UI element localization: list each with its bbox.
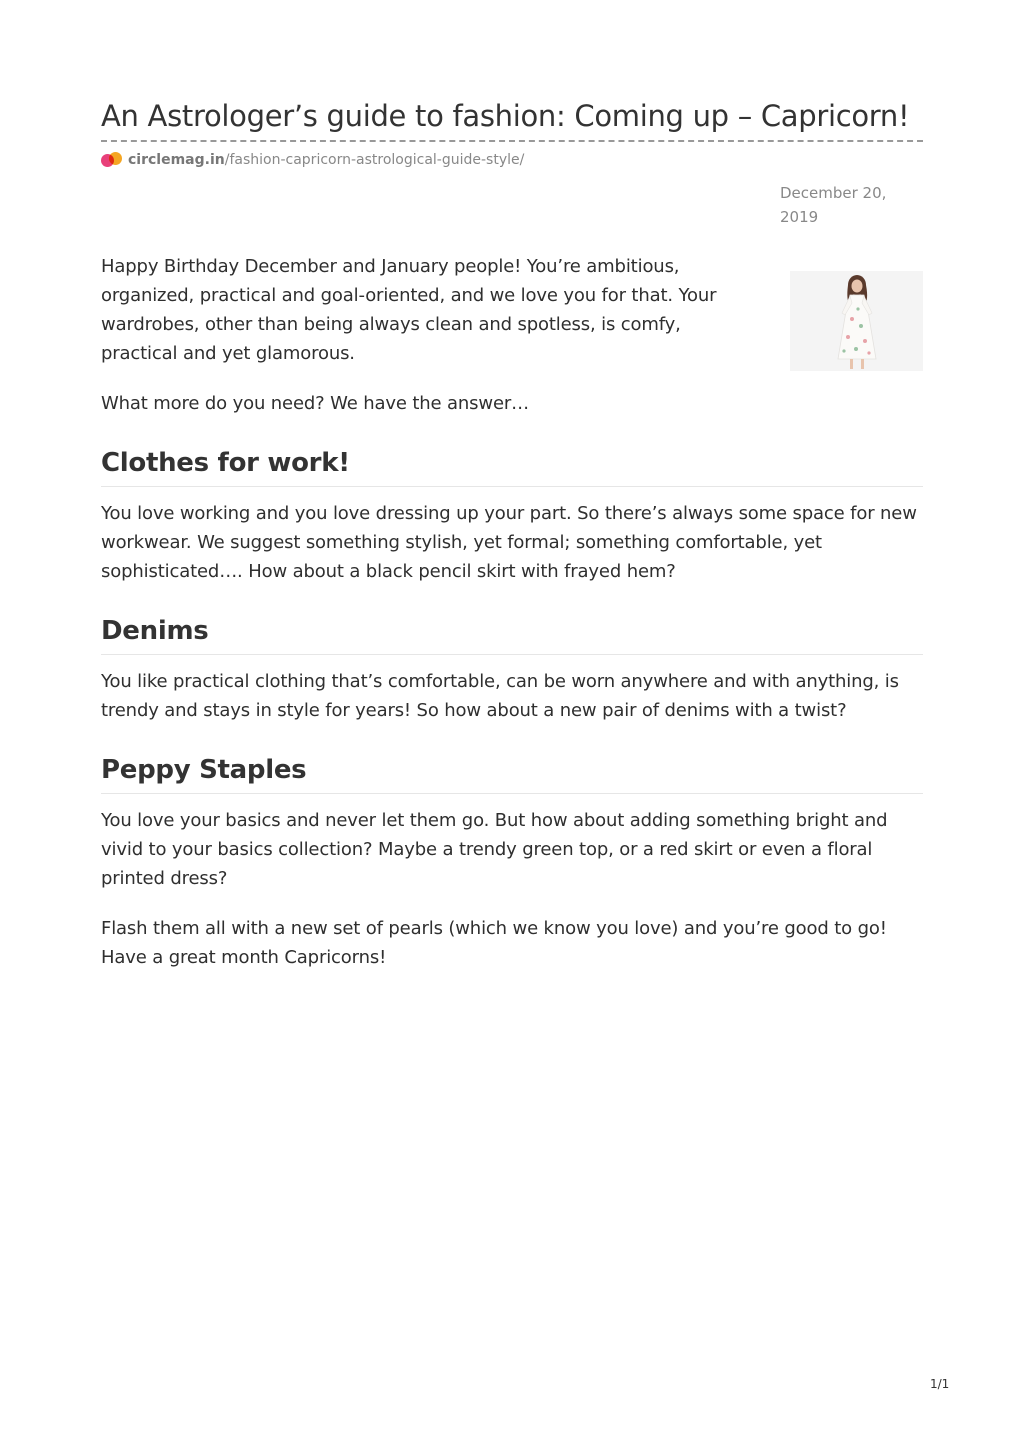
- title-divider: [101, 140, 923, 142]
- section-heading-clothes-for-work: Clothes for work!: [101, 448, 350, 478]
- section-divider: [101, 654, 923, 655]
- circlemag-logo-icon: [101, 152, 123, 168]
- source-path[interactable]: /fashion-capricorn-astrological-guide-style/: [224, 152, 525, 168]
- section-heading-denims: Denims: [101, 616, 209, 646]
- page-number: 1/1: [930, 1377, 950, 1391]
- fashion-photo-icon: [790, 271, 923, 371]
- intro-paragraph: Happy Birthday December and January people! You’re ambitious, organized, practical and goal-oriented, and we love you for that. Your wardrobes, other than being always clean and spotless, is comfy, practical and yet glamorous.: [101, 256, 717, 364]
- section-divider: [101, 793, 923, 794]
- closing-paragraph: Flash them all with a new set of pearls (which we know you love) and you’re good to go! Have a great month Capricorns!: [101, 918, 887, 968]
- section-body-clothes-for-work: You love working and you love dressing up your part. So there’s always some space for new workwear. We suggest something stylish, yet formal; something comfortable, yet sophisticated…. How about a black pencil skirt with frayed hem?: [101, 503, 917, 582]
- source-domain[interactable]: circlemag.in: [128, 152, 225, 168]
- article-image: [790, 271, 923, 371]
- article-title: An Astrologer’s guide to fashion: Coming up – Capricorn!: [101, 99, 910, 133]
- lead-paragraph: What more do you need? We have the answer…: [101, 393, 529, 414]
- publish-date: December 20, 2019: [780, 184, 887, 226]
- source-link[interactable]: [101, 150, 524, 170]
- section-divider: [101, 486, 923, 487]
- section-body-denims: You like practical clothing that’s comfortable, can be worn anywhere and with anything, is trendy and stays in style for years! So how about a new pair of denims with a twist?: [101, 671, 899, 721]
- section-heading-peppy-staples: Peppy Staples: [101, 755, 307, 785]
- section-body-peppy-staples: You love your basics and never let them go. But how about adding something bright and vivid to your basics collection? Maybe a trendy green top, or a red skirt or even a floral printed dress?: [101, 810, 888, 889]
